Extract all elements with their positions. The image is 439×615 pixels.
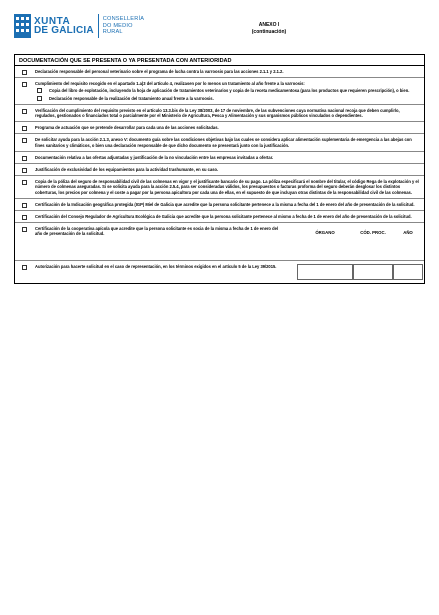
doc-item-text: Documentación relativa a las ofertas adjuntadas y justificación de la no vinculación entre las empresas invitadas a ofertar. <box>35 154 274 160</box>
doc-checkbox[interactable] <box>22 265 27 270</box>
doc-item-text: Certificación de la cooperativa apícola que acredite que la persona solicitante es socia de la misma a fecha de 1 de enero del año de presentación de la solicitud. <box>35 226 278 237</box>
doc-item-text: Certificación del Consejo Regulador de Agricultura Ecológica de Galicia que acredite que la persona solicitante pertenece al mismo a fecha de 1 de enero del año de presentación de la solicitud. <box>35 214 412 220</box>
doc-checkbox[interactable] <box>22 215 27 220</box>
doc-checkbox[interactable] <box>22 180 27 185</box>
documentation-section <box>14 54 425 284</box>
brand-line1: XUNTA <box>34 16 71 27</box>
doc-item <box>15 152 424 164</box>
doc-subitem-text: Declaración responsable de la realización del tratamiento anual frente a la varroosis. <box>49 95 214 101</box>
doc-subitem-text: Copia del libro de explotación, incluyendo la hoja de aplicación de tratamientos veterinarios y copia de la receta medicamentosa (para los productos que requieren prescripción), o bien. <box>49 88 410 94</box>
doc-checkbox[interactable] <box>22 168 27 173</box>
doc-checkbox[interactable] <box>22 82 27 87</box>
doc-item <box>15 199 424 211</box>
doc-checkbox[interactable] <box>22 156 27 161</box>
doc-checkbox[interactable] <box>22 227 27 232</box>
dept-line1: CONSELLERÍA <box>102 16 145 23</box>
doc-item-text: Declaración responsable del personal veterinario sobre el programa de lucha contra la varroosis para las acciones 2.1.1 y 2.1.2. <box>35 69 284 74</box>
doc-item <box>15 66 424 78</box>
doc-item-text: Copia de la póliza del seguro de responsabilidad civil de las colmenas en vigor y el justificante bancario de su pago. La póliza especificará el nombre del titular, el código Rega de la explotación y el número de colmenas aseguradas. Si se solicita ayuda para la acción 2.5.4, para ser consideradas válidos, los presupuestos o facturas proforma del seguro deberán desglosar los distintos coberturas, los precios por colmena y el coste a pagar por la persona apicultora por cada una de ellas, en el supuesto de que incluyan otras distintas de la responsabilidad civil de las colmenas. <box>35 179 419 195</box>
col-proc-header: CÓD. PROC. <box>360 230 386 236</box>
doc-subitem-checkbox[interactable] <box>37 88 42 93</box>
doc-item <box>15 105 424 122</box>
doc-item <box>15 211 424 223</box>
doc-checkbox[interactable] <box>22 126 27 131</box>
document-header <box>14 14 424 50</box>
department-name <box>103 16 144 35</box>
doc-item <box>15 176 424 199</box>
doc-item <box>15 78 424 105</box>
brand-name <box>34 17 94 35</box>
authorization-item <box>15 261 424 283</box>
authorization-text: Autorización para hacerte solicitud en el caso de representación, en los términos exigidos en el artículo 5 de la Ley 39/2015. <box>35 264 277 270</box>
section-title: DOCUMENTACIÓN QUE SE PRESENTA O YA PRESENTADA CON ANTERIORIDAD <box>15 55 424 66</box>
doc-item <box>15 164 424 176</box>
doc-item-with-table <box>15 223 424 261</box>
col-organ-header: ÓRGANO <box>315 230 335 236</box>
brand-line2: DE GALICIA <box>34 25 94 36</box>
doc-checkbox[interactable] <box>22 109 27 114</box>
annex-title: ANEXO I <box>258 22 280 28</box>
dept-line2: DO MEDIO <box>102 22 133 29</box>
organ-field[interactable] <box>297 264 353 280</box>
doc-item <box>15 122 424 134</box>
year-field[interactable] <box>393 264 423 280</box>
doc-subitem-checkbox[interactable] <box>37 96 42 101</box>
doc-item-text: Verificación del cumplimiento del requisito previsto en el artículo 13.3.bis de la Ley 38/2003, de 17 de noviembre, de las subvenciones cuya normativa nacional recoja que deben cumplirlo, regulados, gestionados o financiados total o parcialmente por el Ministerio de Agricultura, Pesca y Alimentación y sus organismos públicos vinculados o dependientes. <box>35 107 400 119</box>
dept-line3: RURAL <box>102 29 123 36</box>
doc-item-text: Cumplimiento del requisito recogido en el apartado 1.a)3 del artículo 4, realizasen por lo menos un tratamiento al año frente a la varroosis: <box>35 81 305 87</box>
doc-item-text: Certificación de la Indicación geográfica protegida (IGP) Miel de Galicia que acredite que la persona solicitante pertenece a la misma a fecha del 1 de enero del año de presentación de la solicitud. <box>35 201 415 207</box>
logo-divider <box>98 14 99 38</box>
doc-item <box>15 134 424 151</box>
doc-item-text: Justificación de exclusividad de los equipamientos para la actividad trashumante, en su caso. <box>35 167 219 173</box>
proc-code-field[interactable] <box>353 264 393 280</box>
doc-checkbox[interactable] <box>22 70 27 75</box>
galicia-emblem-icon <box>14 14 31 38</box>
xunta-logo <box>14 14 144 38</box>
doc-checkbox[interactable] <box>22 203 27 208</box>
doc-checkbox[interactable] <box>22 138 27 143</box>
doc-subitem <box>35 96 420 101</box>
annex-heading <box>229 22 309 36</box>
annex-subtitle: (continuación) <box>251 29 287 35</box>
doc-item-text: Programa de actuación que se pretende desarrollar para cada una de las acciones solicitadas. <box>35 125 219 131</box>
col-year-header: AÑO <box>403 230 413 236</box>
doc-subitem <box>35 88 420 93</box>
doc-item-text: De solicitar ayuda para la acción 2.1.3, anexo V: documento guía sobre las condiciones objetivas bajo las cuales se considera aplicar alimentación suplementaria de emergencia a las abejas con fines sanitarios y climáticos, o bien una declaración responsable de que dicho documento se presentará junto con la justificación. <box>35 137 412 148</box>
